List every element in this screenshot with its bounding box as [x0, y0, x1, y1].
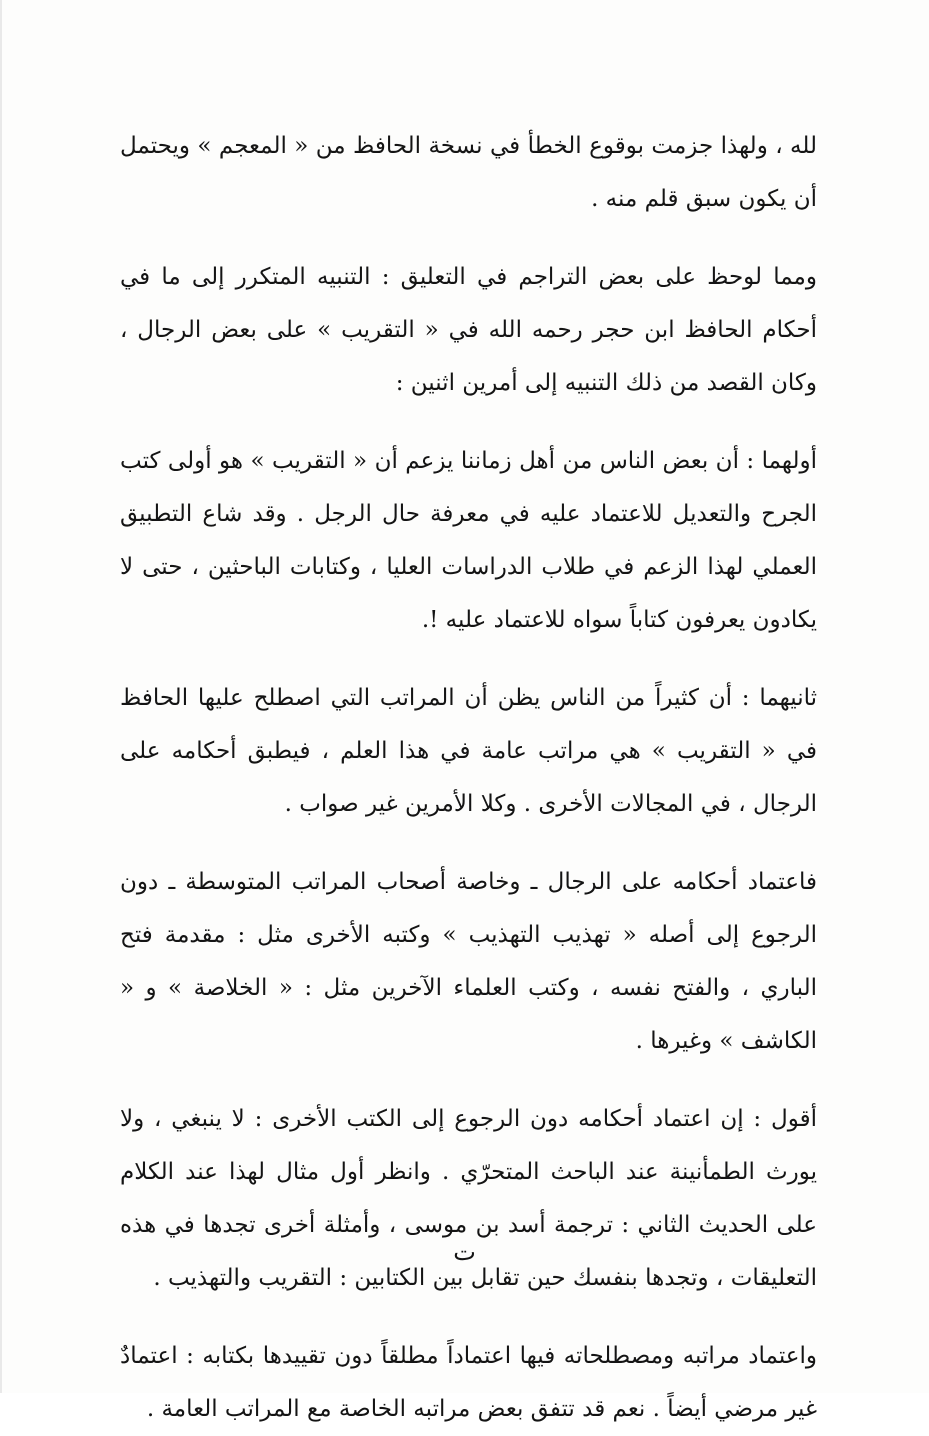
page-marker: ت: [453, 1238, 476, 1266]
paragraph-3: أولهما : أن بعض الناس من أهل زماننا يزعم أن « التقريب » هو أولى كتب الجرح والتعديل للاعتماد عليه في معرفة حال الرجل . وقد شاع التطبيق العملي لهذا الزعم في طلاب الدراسات العليا ، وكتابات الباحثين ، حتى لا يكادون يعرفون كتاباً سواه للاعتماد عليه !.: [120, 448, 817, 633]
paragraph-7: واعتماد مراتبه ومصطلحاته فيها اعتماداً مطلقاً دون تقييدها بكتابه : اعتمادٌ غير مرضي أيضاً . نعم قد تتفق بعض مراتبه الخاصة مع المراتب العامة .: [120, 1343, 817, 1422]
paragraph-6: أقول : إن اعتماد أحكامه دون الرجوع إلى الكتب الأخرى : لا ينبغي ، ولا يورث الطمأنينة عند الباحث المتحرّي . وانظر أول مثال لهذا عند الكلام على الحديث الثاني : ترجمة أسد بن موسى ، وأمثلة أخرى تجدها في هذه التعليقات ، وتجدها بنفسك حين تقابل بين الكتابين : التقريب والتهذيب .: [120, 1106, 817, 1291]
paragraph-5: فاعتماد أحكامه على الرجال ـ وخاصة أصحاب المراتب المتوسطة ـ دون الرجوع إلى أصله « تهذيب التهذيب » وكتبه الأخرى مثل : مقدمة فتح الباري ، والفتح نفسه ، وكتب العلماء الآخرين مثل : « الخلاصة » و « الكاشف » وغيرها .: [120, 869, 817, 1054]
page-edge-shadow: [0, 0, 2, 1393]
paragraph-4: ثانيهما : أن كثيراً من الناس يظن أن المراتب التي اصطلح عليها الحافظ في « التقريب » هي مراتب عامة في هذا العلم ، فيطبق أحكامه على الرجال ، في المجالات الأخرى . وكلا الأمرين غير صواب .: [120, 685, 817, 817]
paragraph-1: لله ، ولهذا جزمت بوقوع الخطأ في نسخة الحافظ من « المعجم » ويحتمل أن يكون سبق قلم منه .: [120, 133, 817, 212]
paragraph-2: ومما لوحظ على بعض التراجم في التعليق : التنبيه المتكرر إلى ما في أحكام الحافظ ابن حجر رحمه الله في « التقريب » على بعض الرجال ، وكان القصد من ذلك التنبيه إلى أمرين اثنين :: [120, 264, 817, 396]
